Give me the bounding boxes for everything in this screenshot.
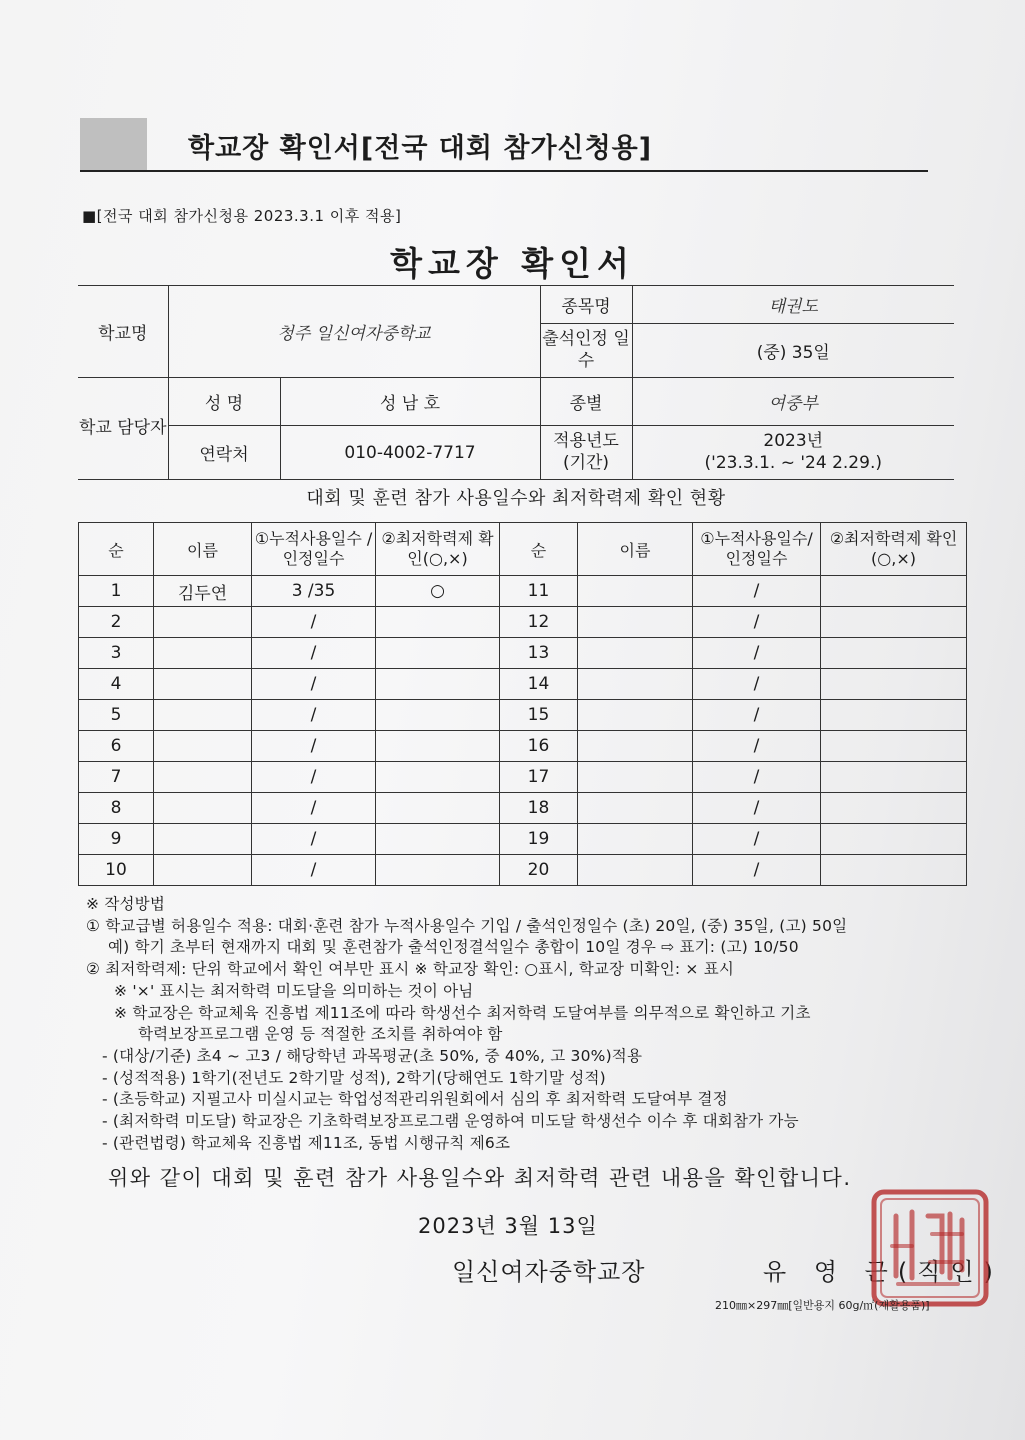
note-item: 학력보장프로그램 운영 등 적절한 조치를 취하여야 함 [138, 1025, 503, 1044]
school-name-value: 청주 일신여자중학교 [168, 286, 540, 378]
row-name [578, 731, 693, 762]
header-title: 학교장 확인서[전국 대회 참가신청용] [188, 133, 653, 164]
row-days: / [693, 669, 821, 700]
contact-label: 연락처 [168, 426, 280, 480]
document-title: 학교장 확인서 [390, 244, 635, 283]
row-no: 11 [500, 576, 578, 607]
table-row [79, 700, 967, 731]
school-contact-person-label: 학교 담당자 [78, 378, 168, 480]
header-no-right: 순 [500, 523, 578, 576]
row-days: / [693, 576, 821, 607]
header-days-right: ①누적사용일수/ 인정일수 [693, 523, 821, 576]
table-row [79, 576, 967, 607]
row-check [821, 762, 967, 793]
row-days: / [252, 607, 376, 638]
school-name-label: 학교명 [78, 286, 168, 378]
row-name [578, 855, 693, 886]
category-label: 종별 [540, 378, 632, 426]
contact-value: 010-4002-7717 [280, 426, 540, 480]
row-days: / [252, 669, 376, 700]
official-seal-icon [868, 1186, 992, 1310]
row-check [821, 793, 967, 824]
row-check [376, 669, 500, 700]
row-check [821, 669, 967, 700]
table-row [79, 855, 967, 886]
row-check [376, 762, 500, 793]
paper-spec: 210㎜×297㎜[일반용지 60g/㎡(재활용품)] [715, 1299, 930, 1312]
row-check [376, 824, 500, 855]
note-item: ② 최저학력제: 단위 학교에서 확인 여부만 표시 ※ 학교장 확인: ○표시, 학교장 미확인: × 표시 [86, 960, 735, 979]
row-days: / [252, 793, 376, 824]
note-item: - (관련법령) 학교체육 진흥법 제11조, 동법 시행규칙 제6조 [102, 1133, 511, 1152]
row-no: 17 [500, 762, 578, 793]
row-no: 8 [79, 793, 154, 824]
row-no: 7 [79, 762, 154, 793]
row-days: / [693, 638, 821, 669]
row-check [821, 700, 967, 731]
header-days: ①누적사용일수 /인정일수 [252, 523, 376, 576]
row-name [154, 669, 252, 700]
confirmation-text: 위와 같이 대회 및 훈련 참가 사용일수와 최저학력 관련 내용을 확인합니다. [108, 1166, 852, 1190]
row-check: ○ [376, 576, 500, 607]
row-check [376, 855, 500, 886]
row-days: / [693, 793, 821, 824]
seal-label: (직인) [897, 1258, 1003, 1286]
row-no: 2 [79, 607, 154, 638]
category-value: 여중부 [632, 378, 954, 426]
row-days: 3 /35 [252, 576, 376, 607]
header-check-right: ②최저학력제 확인(○,×) [821, 523, 967, 576]
event-value: 태권도 [632, 286, 954, 324]
row-no: 15 [500, 700, 578, 731]
table-row [79, 607, 967, 638]
row-check [376, 731, 500, 762]
header-name: 이름 [154, 523, 252, 576]
table-row [79, 731, 967, 762]
note-item: ※ '×' 표시는 최저학력 미도달을 의미하는 것이 아님 [114, 981, 474, 1000]
table-row [79, 638, 967, 669]
row-name [578, 576, 693, 607]
info-table [78, 285, 954, 480]
row-days: / [252, 824, 376, 855]
row-check [376, 638, 500, 669]
row-no: 16 [500, 731, 578, 762]
year-label: 적용년도 (기간) [540, 426, 632, 480]
row-no: 6 [79, 731, 154, 762]
year-value [632, 426, 954, 480]
row-no: 12 [500, 607, 578, 638]
row-name [578, 669, 693, 700]
row-check [821, 576, 967, 607]
table-row [79, 824, 967, 855]
row-name: 김두연 [154, 576, 252, 607]
signatory-school: 일신여자중학교장 [452, 1258, 646, 1286]
row-days: / [252, 700, 376, 731]
header-decoration [80, 118, 147, 172]
row-no: 4 [79, 669, 154, 700]
row-name [578, 793, 693, 824]
note-item: 예) 학기 초부터 현재까지 대회 및 훈련참가 출석인정결석일수 총합이 10일 경우 ⇨ 표기: (고) 10/50 [108, 938, 799, 957]
row-name [154, 824, 252, 855]
issue-date: 2023년 3월 13일 [418, 1214, 598, 1238]
note-item: - (초등학교) 지필고사 미실시교는 학업성적관리위원회에서 심의 후 최저학력 도달여부 결정 [102, 1090, 728, 1109]
note-item: ※ 학교장은 학교체육 진흥법 제11조에 따라 학생선수 최저학력 도달여부를 의무적으로 확인하고 기초 [114, 1003, 811, 1022]
table-caption: 대회 및 훈련 참가 사용일수와 최저학력제 확인 현황 [306, 488, 726, 509]
usage-table [78, 522, 967, 886]
row-check [821, 638, 967, 669]
row-name [154, 607, 252, 638]
row-check [376, 700, 500, 731]
attendance-days-value: (중) 35일 [632, 324, 954, 378]
row-name [154, 762, 252, 793]
instructions [86, 894, 966, 1154]
note-item: - (성적적용) 1학기(전년도 2학기말 성적), 2학기(당해연도 1학기말 성적) [102, 1068, 606, 1087]
row-name [154, 700, 252, 731]
note-item: - (대상/기준) 초4 ~ 고3 / 해당학년 과목평균(초 50%, 중 40%, 고 30%)적용 [102, 1046, 643, 1065]
attendance-days-label: 출석인정 일수 [540, 324, 632, 378]
form-notice: ■[전국 대회 참가신청용 2023.3.1 이후 적용] [82, 207, 402, 225]
row-name [578, 607, 693, 638]
row-no: 14 [500, 669, 578, 700]
row-check [376, 793, 500, 824]
table-header-row [79, 523, 967, 576]
row-days: / [693, 607, 821, 638]
row-no: 19 [500, 824, 578, 855]
row-name [578, 824, 693, 855]
row-days: / [252, 638, 376, 669]
row-check [821, 607, 967, 638]
period: ('23.3.1. ~ '24 2.29.) [704, 452, 882, 473]
row-name [154, 731, 252, 762]
row-no: 10 [79, 855, 154, 886]
principal-name: 유 영 근 [763, 1258, 898, 1286]
note-heading: ※ 작성방법 [86, 895, 166, 913]
note-item: - (최저학력 미도달) 학교장은 기초학력보장프로그램 운영하여 미도달 학생선수 이수 후 대회참가 가능 [102, 1112, 799, 1131]
header-check: ②최저학력제 확인(○,×) [376, 523, 500, 576]
row-days: / [693, 700, 821, 731]
row-check [821, 824, 967, 855]
table-row [79, 793, 967, 824]
row-no: 20 [500, 855, 578, 886]
table-row [79, 762, 967, 793]
event-label: 종목명 [540, 286, 632, 324]
name-label: 성 명 [168, 378, 280, 426]
name-value: 성 남 호 [280, 378, 540, 426]
row-check [821, 855, 967, 886]
row-no: 3 [79, 638, 154, 669]
row-no: 13 [500, 638, 578, 669]
row-name [578, 762, 693, 793]
row-name [154, 793, 252, 824]
row-days: / [693, 731, 821, 762]
row-check [821, 731, 967, 762]
header-name-right: 이름 [578, 523, 693, 576]
row-no: 9 [79, 824, 154, 855]
row-name [154, 855, 252, 886]
row-days: / [693, 855, 821, 886]
row-days: / [252, 762, 376, 793]
row-name [578, 638, 693, 669]
row-name [154, 638, 252, 669]
note-item: ① 학교급별 허용일수 적용: 대회·훈련 참가 누적사용일수 기입 / 출석인정일수 (초) 20일, (중) 35일, (고) 50일 [86, 916, 848, 935]
year: 2023년 [763, 431, 824, 452]
row-name [578, 700, 693, 731]
header-no: 순 [79, 523, 154, 576]
header-rule [80, 170, 928, 172]
row-no: 5 [79, 700, 154, 731]
row-no: 1 [79, 576, 154, 607]
row-days: / [693, 824, 821, 855]
row-check [376, 607, 500, 638]
row-days: / [252, 855, 376, 886]
row-days: / [252, 731, 376, 762]
row-days: / [693, 762, 821, 793]
row-no: 18 [500, 793, 578, 824]
table-row [79, 669, 967, 700]
